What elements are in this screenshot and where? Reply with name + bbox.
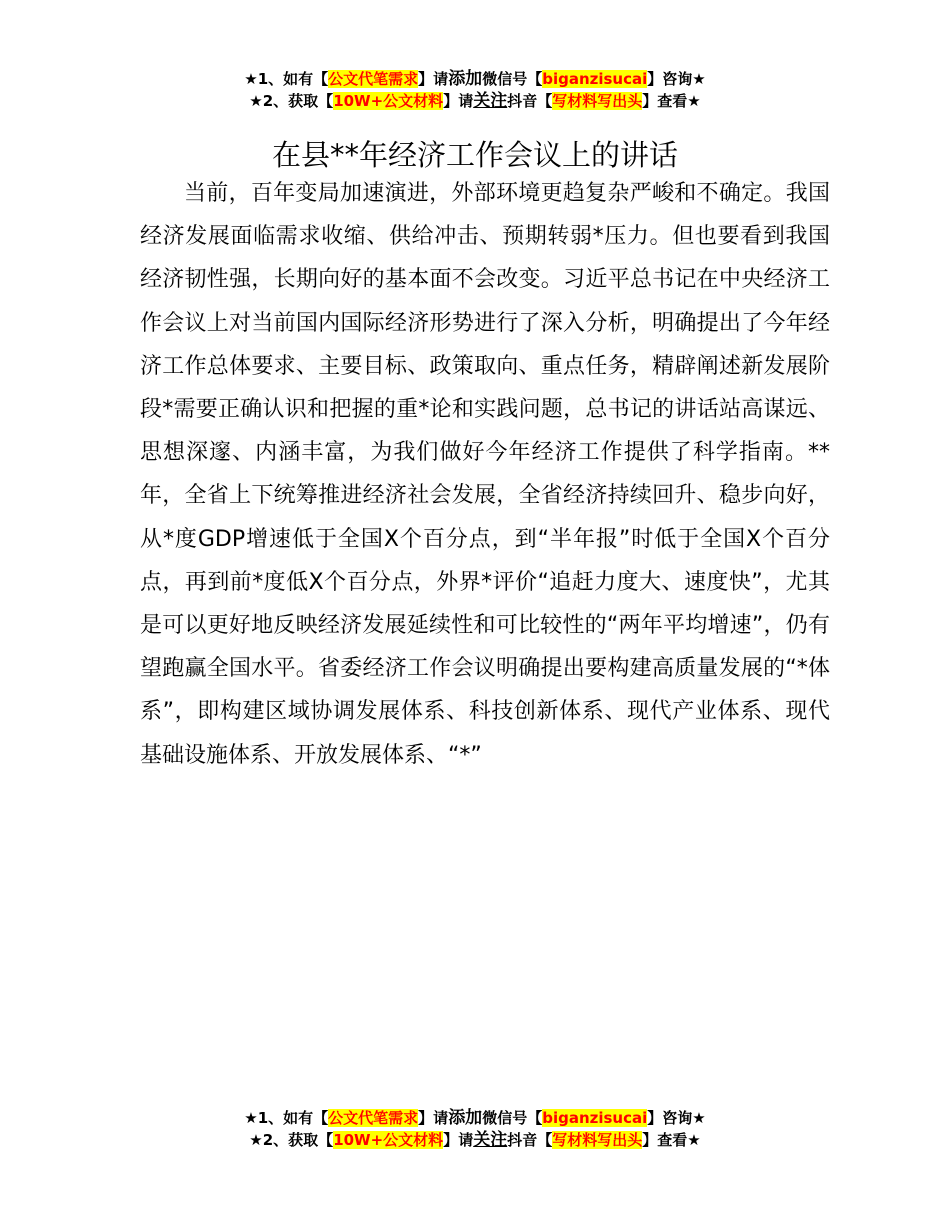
- header-ad-line-1: [0, 68, 950, 90]
- ad-text: 微信号【: [482, 1109, 543, 1127]
- ad-text: 】查看★: [642, 92, 701, 110]
- ad-emphasis: 关注: [473, 1130, 508, 1150]
- footer-ad-line-2: [0, 1129, 950, 1151]
- footer-ad-line-1: [0, 1107, 950, 1129]
- ad-text: 】咨询★: [647, 70, 706, 88]
- ad-highlight-douyin: 写材料写出头: [552, 1131, 643, 1149]
- ad-emphasis: 添加: [448, 1108, 483, 1128]
- ad-emphasis: 关注: [473, 91, 508, 111]
- ad-text: 】请: [443, 1131, 474, 1149]
- ad-highlight: 10W+公文材料: [333, 92, 444, 110]
- ad-text: ★1、如有【: [244, 1109, 329, 1127]
- header-ad: [0, 68, 950, 112]
- header-ad-line-2: [0, 90, 950, 112]
- ad-text: ★2、获取【: [249, 1131, 334, 1149]
- ad-highlight: 公文代笔需求: [328, 70, 419, 88]
- ad-text: 】请: [443, 92, 474, 110]
- document-paragraph: 当前，百年变局加速演进，外部环境更趋复杂严峻和不确定。我国经济发展面临需求收缩、供给冲击、预期转弱*压力。但也要看到我国经济韧性强，长期向好的基本面不会改变。习近平总书记在中央经济工作会议上对当前国内国际经济形势进行了深入分析，明确提出了今年经济工作总体要求、主要目标、政策取向、重点任务，精辟阐述新发展阶段*需要正确认识和把握的重*论和实践问题，总书记的讲话站高谋远、思想深邃、内涵丰富，为我们做好今年经济工作提供了科学指南。**年，全省上下统筹推进经济社会发展，全省经济持续回升、稳步向好，从*度GDP增速低于全国X个百分点，到“半年报”时低于全国X个百分点，再到前*度低X个百分点，外界*评价“追赶力度大、速度快”，尤其是可以更好地反映经济发展延续性和可比较性的“两年平均增速”，仍有望跑赢全国水平。省委经济工作会议明确提出要构建高质量发展的“*体系”，即构建区域协调发展体系、科技创新体系、现代产业体系、现代基础设施体系、开放发展体系、“*”: [140, 181, 830, 768]
- ad-highlight-douyin: 写材料写出头: [552, 92, 643, 110]
- ad-text: 抖音【: [507, 1131, 553, 1149]
- ad-text: 】请: [418, 1109, 449, 1127]
- ad-highlight: 10W+公文材料: [333, 1131, 444, 1149]
- ad-text: 】查看★: [642, 1131, 701, 1149]
- ad-text: ★1、如有【: [244, 70, 329, 88]
- ad-highlight-wechat: biganzisucai: [542, 1109, 648, 1127]
- document-title: 在县**年经济工作会议上的讲话: [271, 138, 678, 173]
- ad-text: ★2、获取【: [249, 92, 334, 110]
- footer-ad: [0, 1107, 950, 1151]
- ad-highlight-wechat: biganzisucai: [542, 70, 648, 88]
- ad-text: 微信号【: [482, 70, 543, 88]
- ad-text: 】请: [418, 70, 449, 88]
- ad-emphasis: 添加: [448, 69, 483, 89]
- ad-text: 抖音【: [507, 92, 553, 110]
- ad-text: 】咨询★: [647, 1109, 706, 1127]
- ad-highlight: 公文代笔需求: [328, 1109, 419, 1127]
